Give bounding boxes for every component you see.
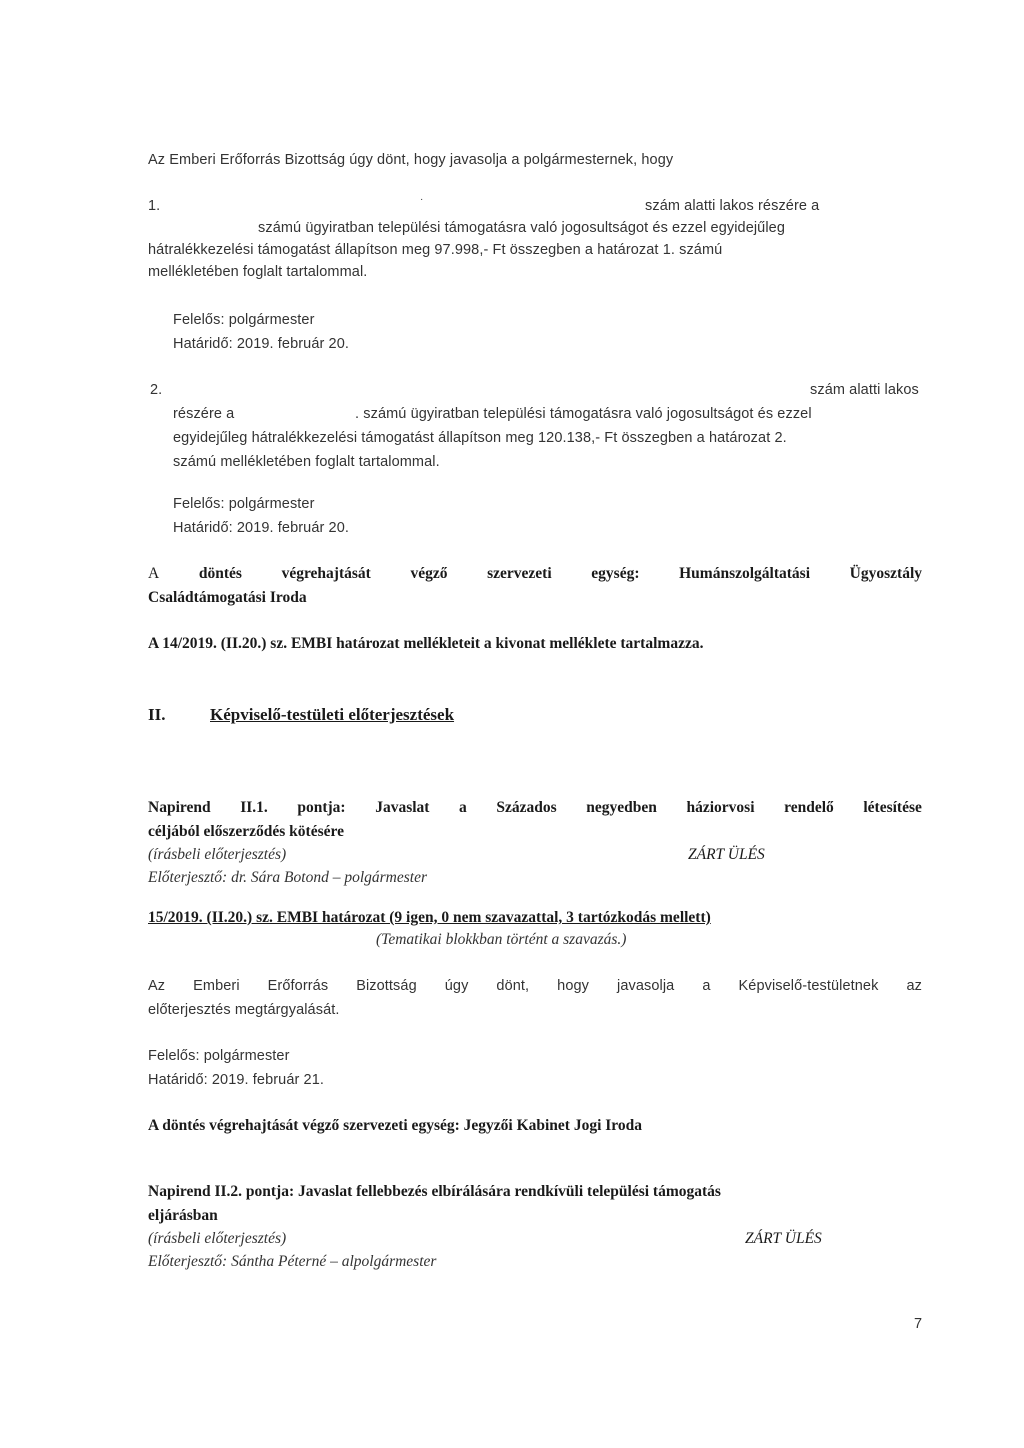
- word: Javaslat: [375, 799, 430, 816]
- word: szervezeti: [487, 565, 552, 582]
- intro-text: Az Emberi Erőforrás Bizottság úgy dönt, hogy javasolja a polgármesternek, hogy: [148, 152, 674, 168]
- section-title: Képviselő-testületi előterjesztések: [210, 705, 455, 724]
- word: dönt,: [496, 978, 530, 994]
- agenda1-resolution: 15/2019. (II.20.) sz. EMBI határozat (9 igen, 0 nem szavazattal, 3 tartózkodás mellett): [148, 909, 711, 926]
- item2-line3: egyidejűleg hátralékkezelési támogatást állapítson meg 120.138,- Ft összegben a határozat 2.: [173, 430, 787, 446]
- word: egység:: [591, 565, 640, 582]
- word: Az: [148, 978, 166, 994]
- word: Képviselő-testületnek: [738, 978, 879, 994]
- agenda2-written: (írásbeli előterjesztés): [148, 1230, 287, 1247]
- word: negyedben: [586, 799, 657, 816]
- word: a: [459, 799, 467, 816]
- page-number: 7: [914, 1316, 923, 1332]
- annex-note: A 14/2019. (II.20.) sz. EMBI határozat mellékleteit a kivonat melléklete tartalmazza.: [148, 635, 704, 652]
- exec1-line2: Családtámogatási Iroda: [148, 589, 307, 606]
- item1-line2: számú ügyiratban települési támogatásra való jogosultságot és ezzel egyidejűleg: [258, 220, 785, 236]
- agenda1-heading-line1: [148, 798, 922, 818]
- item1-felelos: Felelős: polgármester: [173, 312, 315, 328]
- word: Humánszolgáltatási: [679, 565, 811, 582]
- item1-line4: mellékletében foglalt tartalommal.: [148, 264, 368, 280]
- word: Ügyosztály: [849, 565, 922, 582]
- word: Erőforrás: [267, 978, 329, 994]
- word: háziorvosi: [686, 799, 755, 816]
- word: hogy: [557, 978, 590, 994]
- item1-line3: hátralékkezelési támogatást állapítson meg 97.998,- Ft összegben a határozat 1. számú: [148, 242, 723, 258]
- agenda1-heading-line2: céljából előszerződés kötésére: [148, 823, 344, 840]
- word: úgy: [444, 978, 469, 994]
- word: létesítése: [863, 799, 922, 816]
- exec1-line1: [148, 564, 922, 584]
- agenda2-heading-line1: Napirend II.2. pontja: Javaslat fellebbezés elbírálására rendkívüli települési támogatás: [148, 1183, 721, 1200]
- word: döntés: [198, 565, 242, 582]
- agenda1-presenter: Előterjesztő: dr. Sára Botond – polgármester: [148, 869, 427, 886]
- word: végző: [410, 565, 448, 582]
- word: Napirend: [148, 799, 211, 816]
- item2-line2-start: részére a: [173, 406, 235, 422]
- agenda1-body-line2: előterjesztés megtárgyalását.: [148, 1002, 340, 1018]
- agenda1-vote-note: (Tematikai blokkban történt a szavazás.): [376, 931, 627, 948]
- word: az: [906, 978, 922, 994]
- word: pontja:: [297, 799, 346, 816]
- word: végrehajtását: [281, 565, 371, 582]
- item2-felelos: Felelős: polgármester: [173, 496, 315, 512]
- agenda2-heading-line2: eljárásban: [148, 1207, 218, 1224]
- agenda1-written: (írásbeli előterjesztés): [148, 846, 287, 863]
- section-number: II.: [148, 705, 166, 724]
- item1-number: 1.: [148, 198, 161, 214]
- item2-number: 2.: [150, 382, 163, 398]
- agenda2-presenter: Előterjesztő: Sántha Péterné – alpolgármester: [148, 1253, 437, 1270]
- word: a: [702, 978, 711, 994]
- item2-line4: számú mellékletében foglalt tartalommal.: [173, 454, 440, 470]
- word: II.1.: [240, 799, 268, 816]
- item2-line1: szám alatti lakos: [810, 382, 919, 398]
- item2-line2: . számú ügyiratban települési támogatásra való jogosultságot és ezzel: [355, 406, 812, 422]
- redaction-mark: ·: [420, 194, 424, 205]
- word: Emberi: [193, 978, 240, 994]
- word: Százados: [496, 799, 557, 816]
- word: Bizottság: [356, 978, 417, 994]
- item1-hatarido: Határidő: 2019. február 20.: [173, 336, 350, 352]
- agenda1-felelos: Felelős: polgármester: [148, 1048, 290, 1064]
- word: A: [148, 565, 160, 582]
- word: rendelő: [784, 799, 834, 816]
- agenda1-body-line1: [148, 976, 922, 996]
- word: javasolja: [617, 978, 675, 994]
- item1-line1: szám alatti lakos részére a: [645, 198, 820, 214]
- item2-hatarido: Határidő: 2019. február 20.: [173, 520, 350, 536]
- agenda1-closed-session: ZÁRT ÜLÉS: [688, 846, 765, 863]
- agenda1-hatarido: Határidő: 2019. február 21.: [148, 1072, 325, 1088]
- agenda2-closed-session: ZÁRT ÜLÉS: [745, 1230, 822, 1247]
- agenda1-exec-unit: A döntés végrehajtását végző szervezeti egység: Jegyzői Kabinet Jogi Iroda: [148, 1117, 643, 1134]
